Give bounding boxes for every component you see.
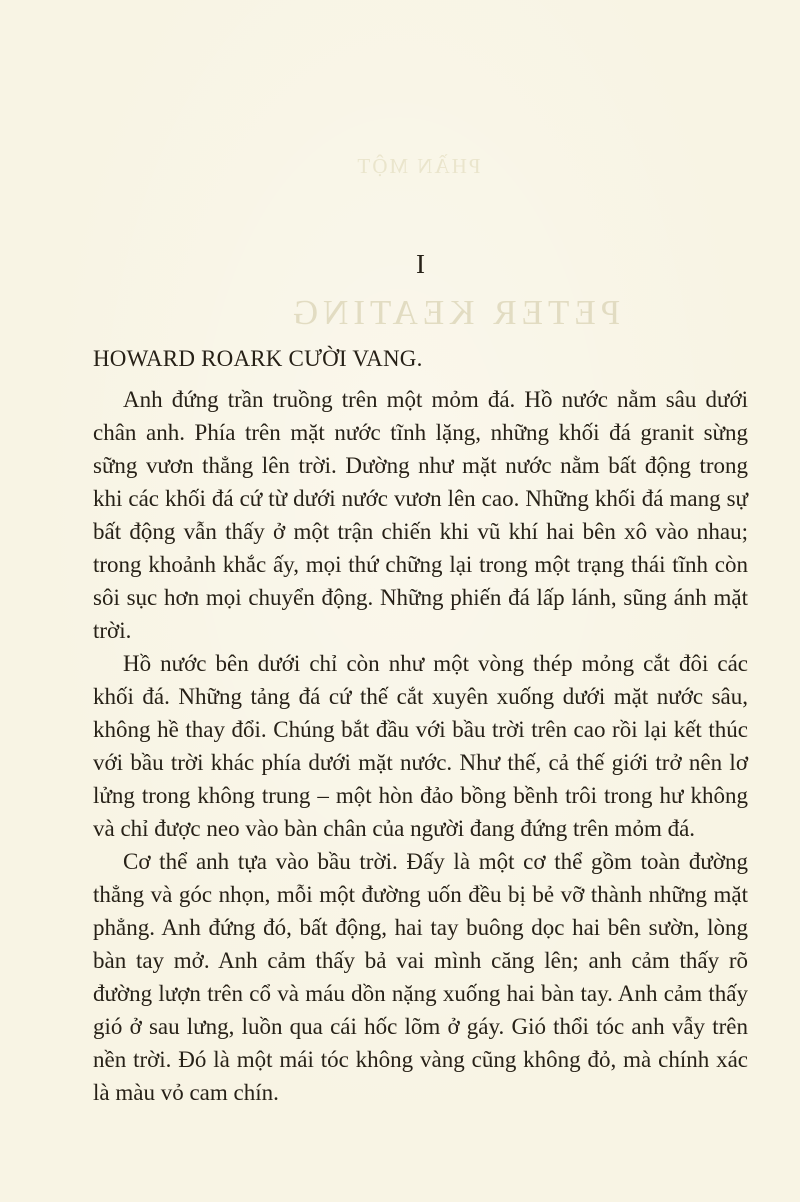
paragraph-1: Anh đứng trần truồng trên một mỏm đá. Hồ nước nằm sâu dưới chân anh. Phía trên mặt nước tĩnh lặng, những khối đá granit sừng sững vươn thẳng lên trời. Dường như mặt nước nằm bất động trong khi các khối đá cứ từ dưới nước vươn lên cao. Những khối đá mang sự bất động vẫn thấy ở một trận chiến khi vũ khí hai bên xô vào nhau; trong khoảnh khắc ấy, mọi thứ chững lại trong một trạng thái tĩnh còn sôi sục hơn mọi chuyển động. Những phiến đá lấp lánh, sũng ánh mặt trời.: [93, 387, 748, 643]
paragraph-2: Hồ nước bên dưới chỉ còn như một vòng thép mỏng cắt đôi các khối đá. Những tảng đá cứ thế cắt xuyên xuống dưới mặt nước sâu, không hề thay đổi. Chúng bắt đầu với bầu trời trên cao rồi lại kết thúc với bầu trời khác phía dưới mặt nước. Như thế, cả thế giới trở nên lơ lửng trong không trung – một hòn đảo bồng bềnh trôi trong hư không và chỉ được neo vào bàn chân của người đang đứng trên mỏm đá.: [93, 651, 748, 841]
body-text: [93, 342, 748, 1109]
showthrough-part-label: PHẦN MỘT: [355, 154, 481, 178]
chapter-numeral: I: [416, 249, 425, 279]
paragraph-3: Cơ thể anh tựa vào bầu trời. Đấy là một cơ thể gồm toàn đường thẳng và góc nhọn, mỗi một đường uốn đều bị bẻ vỡ thành những mặt phẳng. Anh đứng đó, bất động, hai tay buông dọc hai bên sườn, lòng bàn tay mở. Anh cảm thấy bả vai mình căng lên; anh cảm thấy rõ đường lượn trên cổ và máu dồn nặng xuống hai bàn tay. Anh cảm thấy gió ở sau lưng, luồn qua cái hốc lõm ở gáy. Gió thổi tóc anh vẫy trên nền trời. Đó là một mái tóc không vàng cũng không đỏ, mà chính xác là màu vỏ cam chín.: [93, 849, 748, 1105]
opening-line: HOWARD ROARK CƯỜI VANG.: [93, 346, 423, 371]
showthrough-character-name: PETER KEATING: [287, 293, 621, 332]
